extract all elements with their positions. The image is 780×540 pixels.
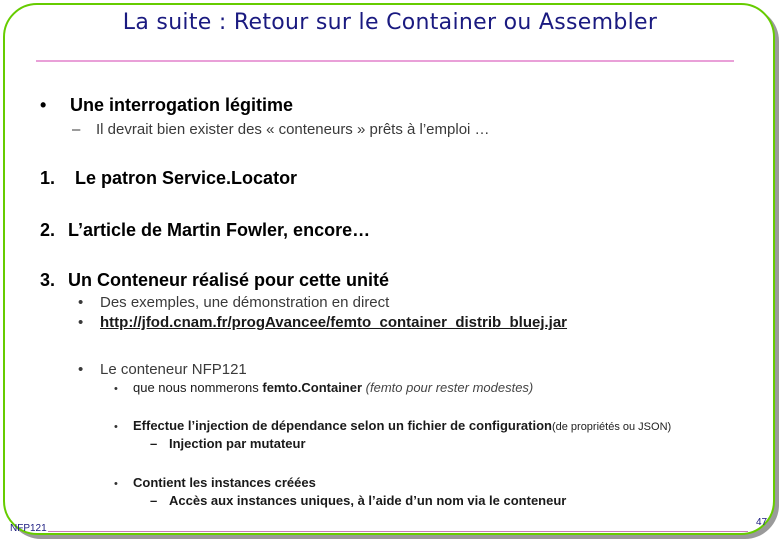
item-service-locator: Le patron Service.Locator (75, 168, 298, 188)
bullet-marker: • (114, 421, 118, 433)
bullet-interrogation: Une interrogation légitime (70, 95, 294, 115)
bullet-marker: • (78, 314, 84, 331)
number-1: 1. (40, 168, 56, 188)
sub-item-instances: Contient les instances créées (133, 475, 316, 490)
sub-dash: – (150, 436, 158, 451)
sub-dash: – (150, 493, 158, 508)
slide-frame (3, 3, 775, 535)
number-3: 3. (40, 270, 56, 290)
bullet-marker: • (114, 478, 118, 490)
injection-note: (de propriétés ou JSON) (551, 421, 672, 433)
bullet-marker: • (114, 383, 118, 395)
item-conteneur: Un Conteneur réalisé pour cette unité (68, 270, 390, 290)
item-conteneur-nfp121: Le conteneur NFP121 (100, 361, 247, 378)
femto-pre: que nous nommerons (133, 380, 263, 395)
injection-text: Effectue l’injection de dépendance selon un fichier de configuration (133, 418, 552, 433)
sub-dash: – (72, 121, 81, 138)
sub-item-femto (133, 380, 533, 395)
bullet-marker: • (78, 294, 84, 311)
jar-link[interactable]: http://jfod.cnam.fr/progAvancee/femto_container_distrib_bluej.jar (100, 314, 568, 331)
item-exemples: Des exemples, une démonstration en direct (100, 294, 390, 311)
sub-item-conteneurs: Il devrait bien exister des « conteneurs » prêts à l’emploi … (96, 121, 490, 138)
femto-note: (femto pour rester modestes) (362, 380, 534, 395)
slide-title: La suite : Retour sur le Container ou Assembler (122, 10, 658, 35)
femto-container-name: femto.Container (262, 380, 363, 395)
sub-sub-item-acces: Accès aux instances uniques, à l’aide d’un nom via le conteneur (169, 493, 567, 508)
sub-item-injection (133, 418, 671, 433)
title-divider (36, 60, 734, 62)
bullet-marker: • (78, 361, 84, 378)
course-code: NFP121 (10, 523, 47, 534)
number-2: 2. (40, 220, 56, 240)
item-martin-fowler: L’article de Martin Fowler, encore… (68, 220, 371, 240)
page-number: 47 (756, 517, 768, 528)
footer-divider (48, 531, 748, 532)
bullet-marker: • (40, 95, 47, 115)
sub-sub-item-mutateur: Injection par mutateur (169, 436, 306, 451)
